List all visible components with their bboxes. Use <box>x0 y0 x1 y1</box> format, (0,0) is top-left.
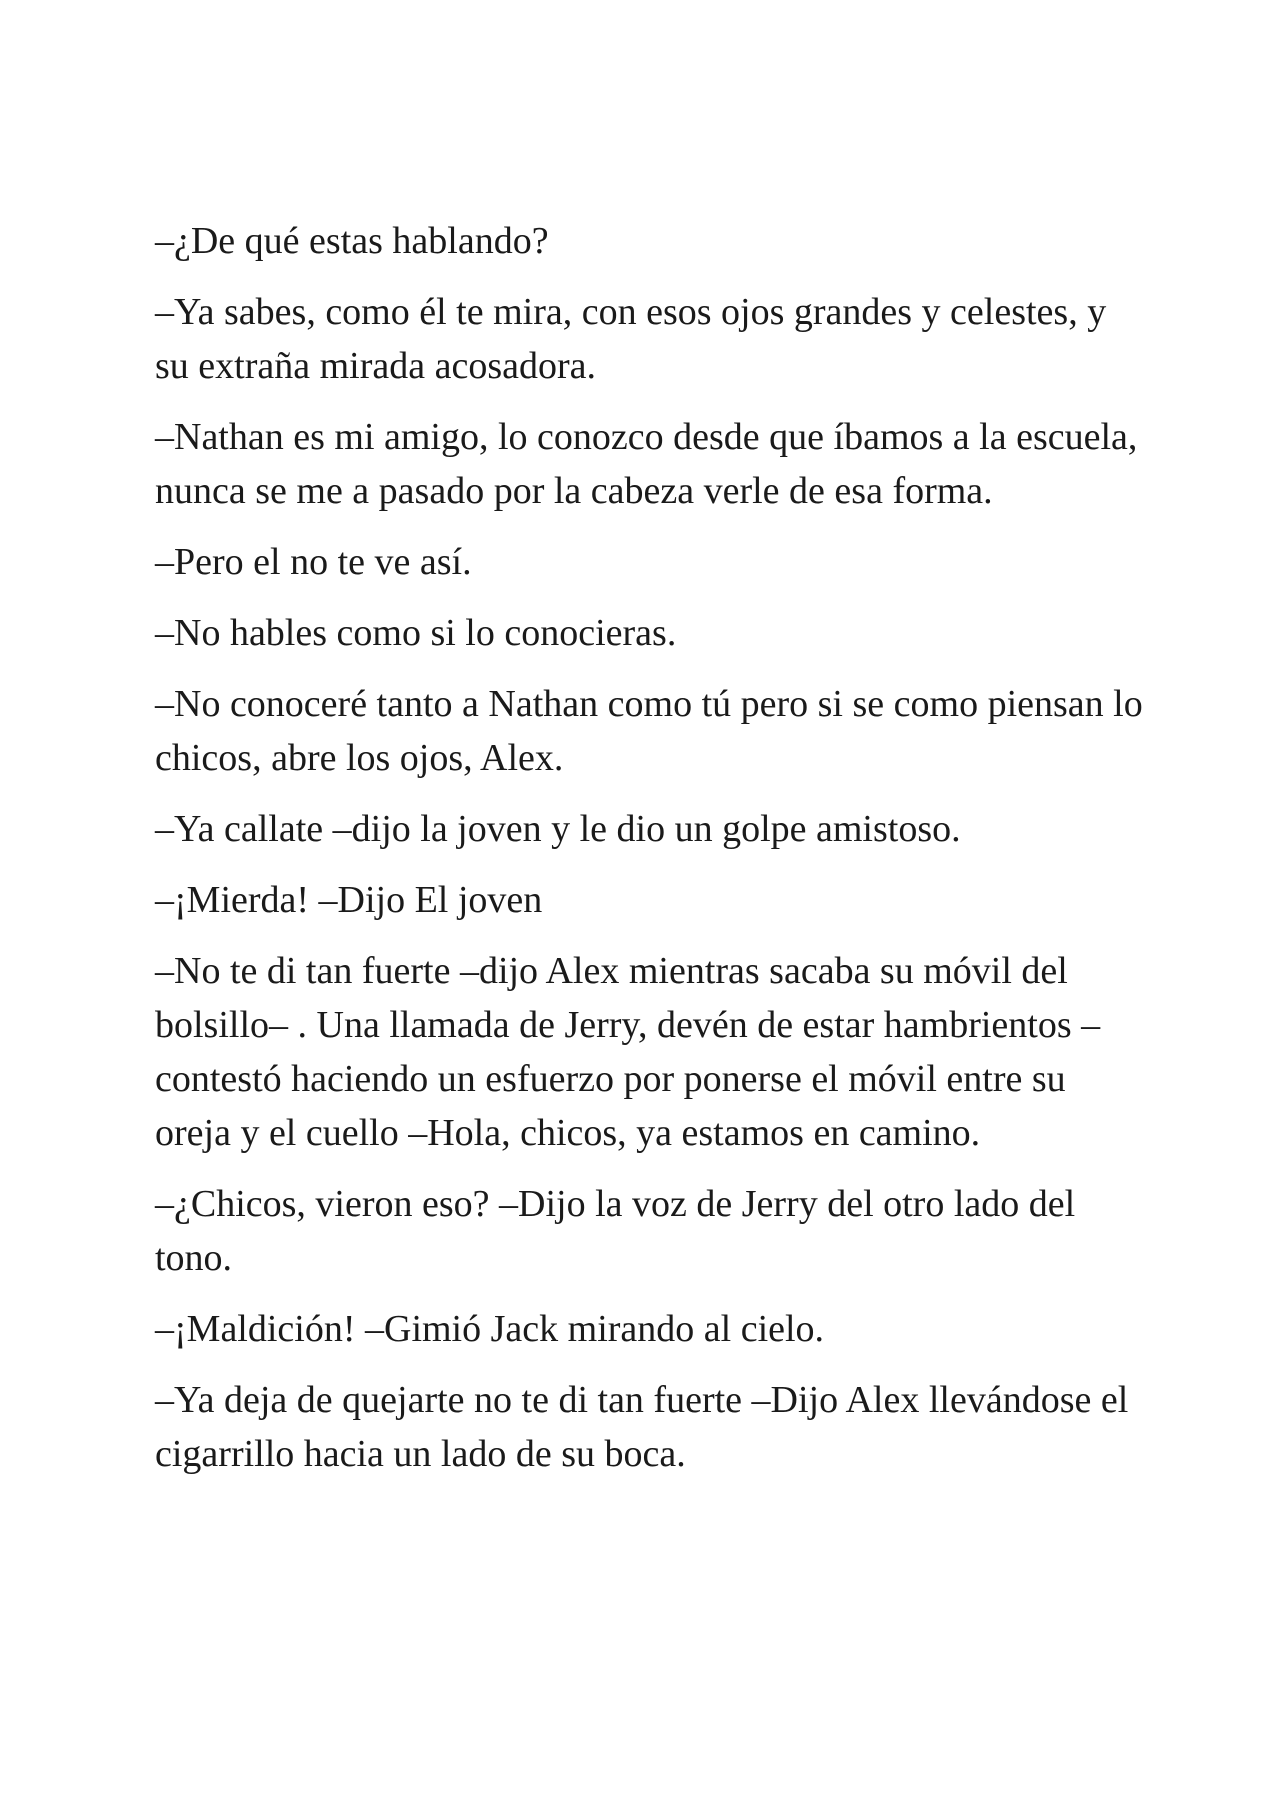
paragraph: –No conoceré tanto a Nathan como tú pero si se como piensan lo chicos, abre los ojos, Alex. <box>155 683 1143 779</box>
paragraph: –¿De qué estas hablando? <box>155 220 549 262</box>
paragraph: –Ya sabes, como él te mira, con esos ojos grandes y celestes, y su extraña mirada acosadora. <box>155 291 1107 387</box>
paragraph: –¡Mierda! –Dijo El joven <box>155 879 543 921</box>
paragraph: –Ya deja de quejarte no te di tan fuerte –Dijo Alex llevándose el cigarrillo hacia un lado de su boca. <box>155 1379 1129 1475</box>
paragraph: –Nathan es mi amigo, lo conozco desde que íbamos a la escuela, nunca se me a pasado por la cabeza verle de esa forma. <box>155 416 1138 512</box>
story-text <box>155 214 1145 1498</box>
paragraph: –Ya callate –dijo la joven y le dio un golpe amistoso. <box>155 808 961 850</box>
paragraph: –¿Chicos, vieron eso? –Dijo la voz de Jerry del otro lado del tono. <box>155 1183 1076 1279</box>
paragraph: –No te di tan fuerte –dijo Alex mientras sacaba su móvil del bolsillo– . Una llamada de Jerry, devén de estar hambrientos –contestó haciendo un esfuerzo por ponerse el móvil entre su oreja y el cuello –Hola, chicos, ya estamos en camino. <box>155 950 1101 1154</box>
paragraph: –No hables como si lo conocieras. <box>155 612 677 654</box>
paragraph: –¡Maldición! –Gimió Jack mirando al cielo. <box>155 1308 825 1350</box>
paragraph: –Pero el no te ve así. <box>155 541 472 583</box>
